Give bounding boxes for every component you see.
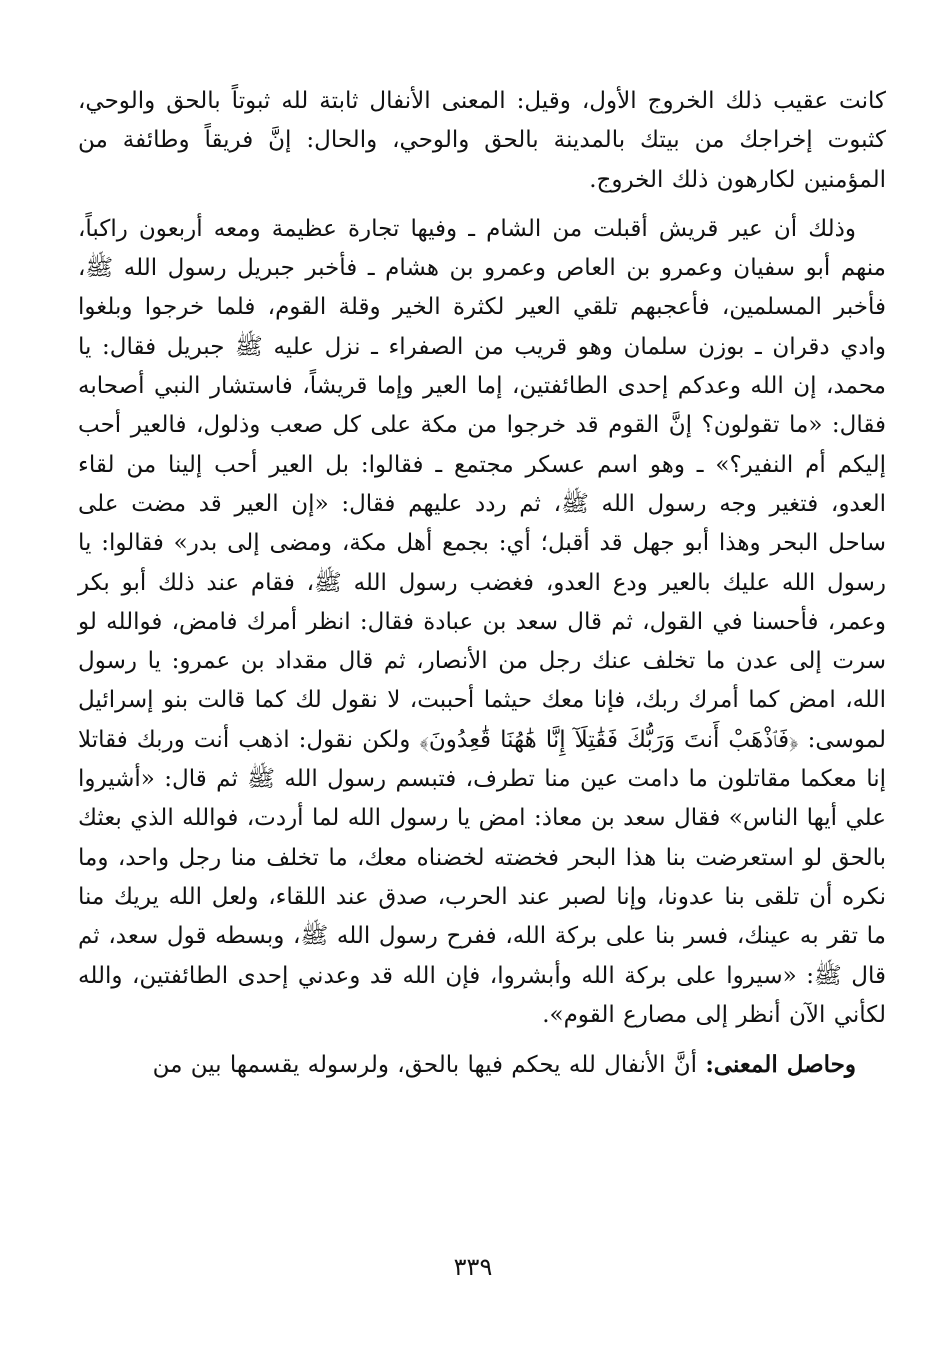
page-number: ٣٣٩ [453,1253,493,1281]
paragraph-2 [78,210,886,1035]
paragraph-3 [78,1045,886,1085]
paragraph-1 [78,82,886,200]
paragraph-3-text: أنَّ الأنفال لله يحكم فيها بالحق، ولرسوله يقسمها بين من [152,1052,697,1079]
paragraph-2-text: وذلك أن عير قريش أقبلت من الشام ـ وفيها تجارة عظيمة ومعه أربعون راكباً، منهم أبو سفيان وعمرو بن العاص وعمرو بن هشام ـ فأخبر جبريل رسول الله ﷺ، فأخبر المسلمين، فأعجبهم تلقي العير لكثرة الخير وقلة القوم، فلما خرجوا وبلغوا وادي دقران ـ بوزن سلمان وهو قريب من الصفراء ـ نزل عليه ﷺ جبريل فقال: يا محمد، إن الله وعدكم إحدى الطائفتين، إما العير وإما قريشاً، فاستشار النبي أصحابه فقال: «ما تقولون؟ إنَّ القوم قد خرجوا من مكة على كل صعب وذلول، فالعير أحب إليكم أم النفير؟» ـ وهو اسم عسكر مجتمع ـ فقالوا: بل العير أحب إلينا من لقاء العدو، فتغير وجه رسول الله ﷺ، ثم ردد عليهم فقال: «إن العير قد مضت على ساحل البحر وهذا أبو جهل قد أقبل؛ أي: بجمع أهل مكة، ومضى إلى بدر» فقالوا: يا رسول الله عليك بالعير ودع العدو، فغضب رسول الله ﷺ، فقام عند ذلك أبو بكر وعمر، فأحسنا في القول، ثم قال سعد بن عبادة فقال: انظر أمرك فامض، فوالله لو سرت إلى عدن ما تخلف عنك رجل من الأنصار، ثم قال مقداد بن عمرو: يا رسول الله، امض كما أمرك ربك، فإنا معك حيثما أحببت، لا نقول لك كما قالت بنو إسرائيل لموسى: ﴿فَٱذْهَبْ أَنتَ وَرَبُّكَ فَقَٰتِلَآ إِنَّا هَٰهُنَا قَٰعِدُونَ﴾ ولكن نقول: اذهب أنت وربك فقاتلا إنا معكما مقاتلون ما دامت عين منا تطرف، فتبسم رسول الله ﷺ ثم قال: «أشيروا علي أيها الناس» فقال سعد بن معاذ: امض يا رسول الله لما أردت، فوالله الذي بعثك بالحق لو استعرضت بنا هذا البحر فخضته لخضناه معك، ما تخلف منا رجل واحد، وما نكره أن تلقى بنا عدونا، وإنا لصبر عند الحرب، صدق عند اللقاء، ولعل الله يريك منا ما تقر به عينك، فسر بنا على بركة الله، ففرح رسول الله ﷺ، وبسطه قول سعد، ثم قال ﷺ: «سيروا على بركة الله وأبشروا، فإن الله قد وعدني إحدى الطائفتين، والله لكأني الآن أنظر إلى مصارع القوم». [78,215,886,1028]
body-text [78,82,886,1085]
paragraph-1-text: كانت عقيب ذلك الخروج الأول، وقيل: المعنى الأنفال ثابتة لله ثبوتاً بالحق والوحي، كثبوت إخراجك من بيتك بالمدينة بالحق والوحي، والحال: إنَّ فريقاً وطائفة من المؤمنين لكارهون ذلك الخروج. [78,88,886,193]
paragraph-3-lead: وحاصل المعنى: [705,1051,856,1079]
